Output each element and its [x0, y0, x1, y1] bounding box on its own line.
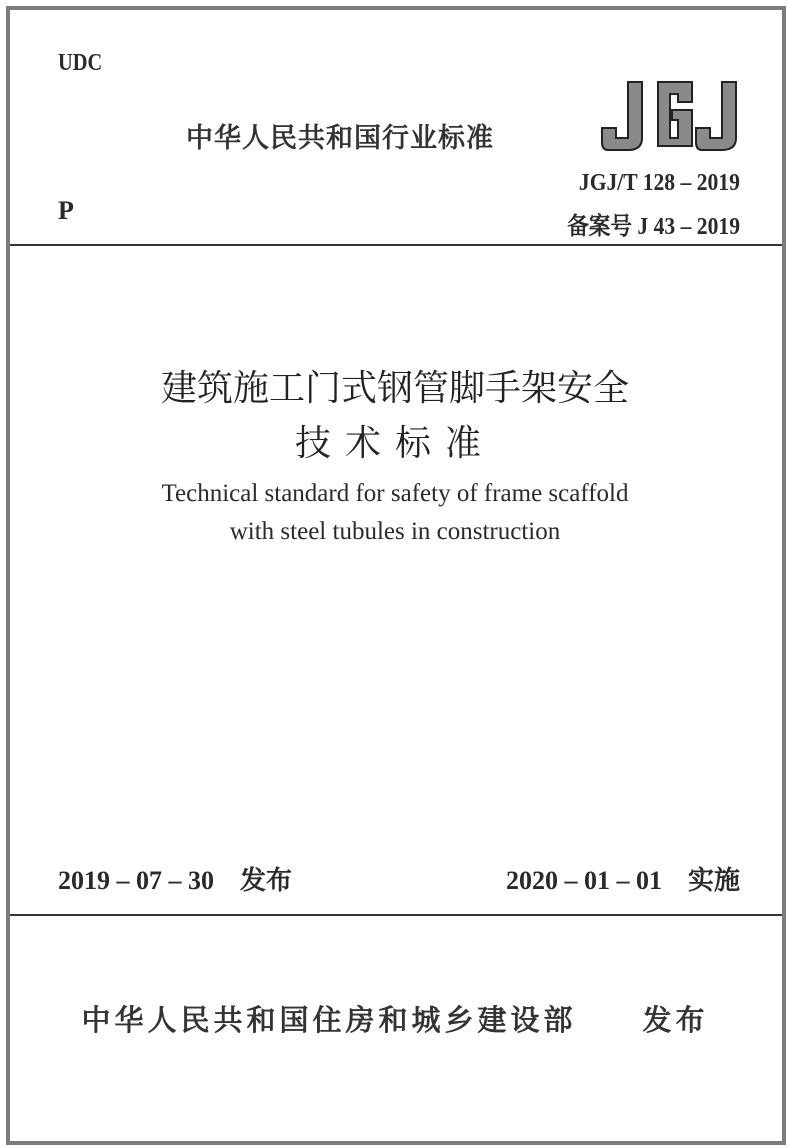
implementation-date: 2020 – 01 – 01 实施 [505, 866, 740, 895]
udc-label: UDC [58, 50, 103, 76]
jgj-logo [600, 80, 742, 152]
record-number: 备案号 J 43 – 2019 [567, 214, 740, 240]
title-en-line2: with steel tubules in construction [229, 518, 561, 545]
title-cn-line2: 技术标准 [294, 423, 495, 464]
issue-date: 2019 – 07 – 30 发布 [58, 866, 293, 895]
title-en-line1: Technical standard for safety of frame scaffold [161, 480, 629, 507]
title-cn-line1: 建筑施工门式钢管脚手架安全 [160, 368, 629, 409]
standard-code: JGJ/T 128 – 2019 [578, 170, 740, 196]
footer-divider [10, 914, 782, 916]
classification-label: P [58, 196, 74, 225]
industry-standard-heading: 中华人民共和国行业标准 [186, 123, 494, 154]
publisher: 中华人民共和国住房和城乡建设部 发布 [81, 1003, 709, 1037]
header-divider [10, 244, 782, 246]
